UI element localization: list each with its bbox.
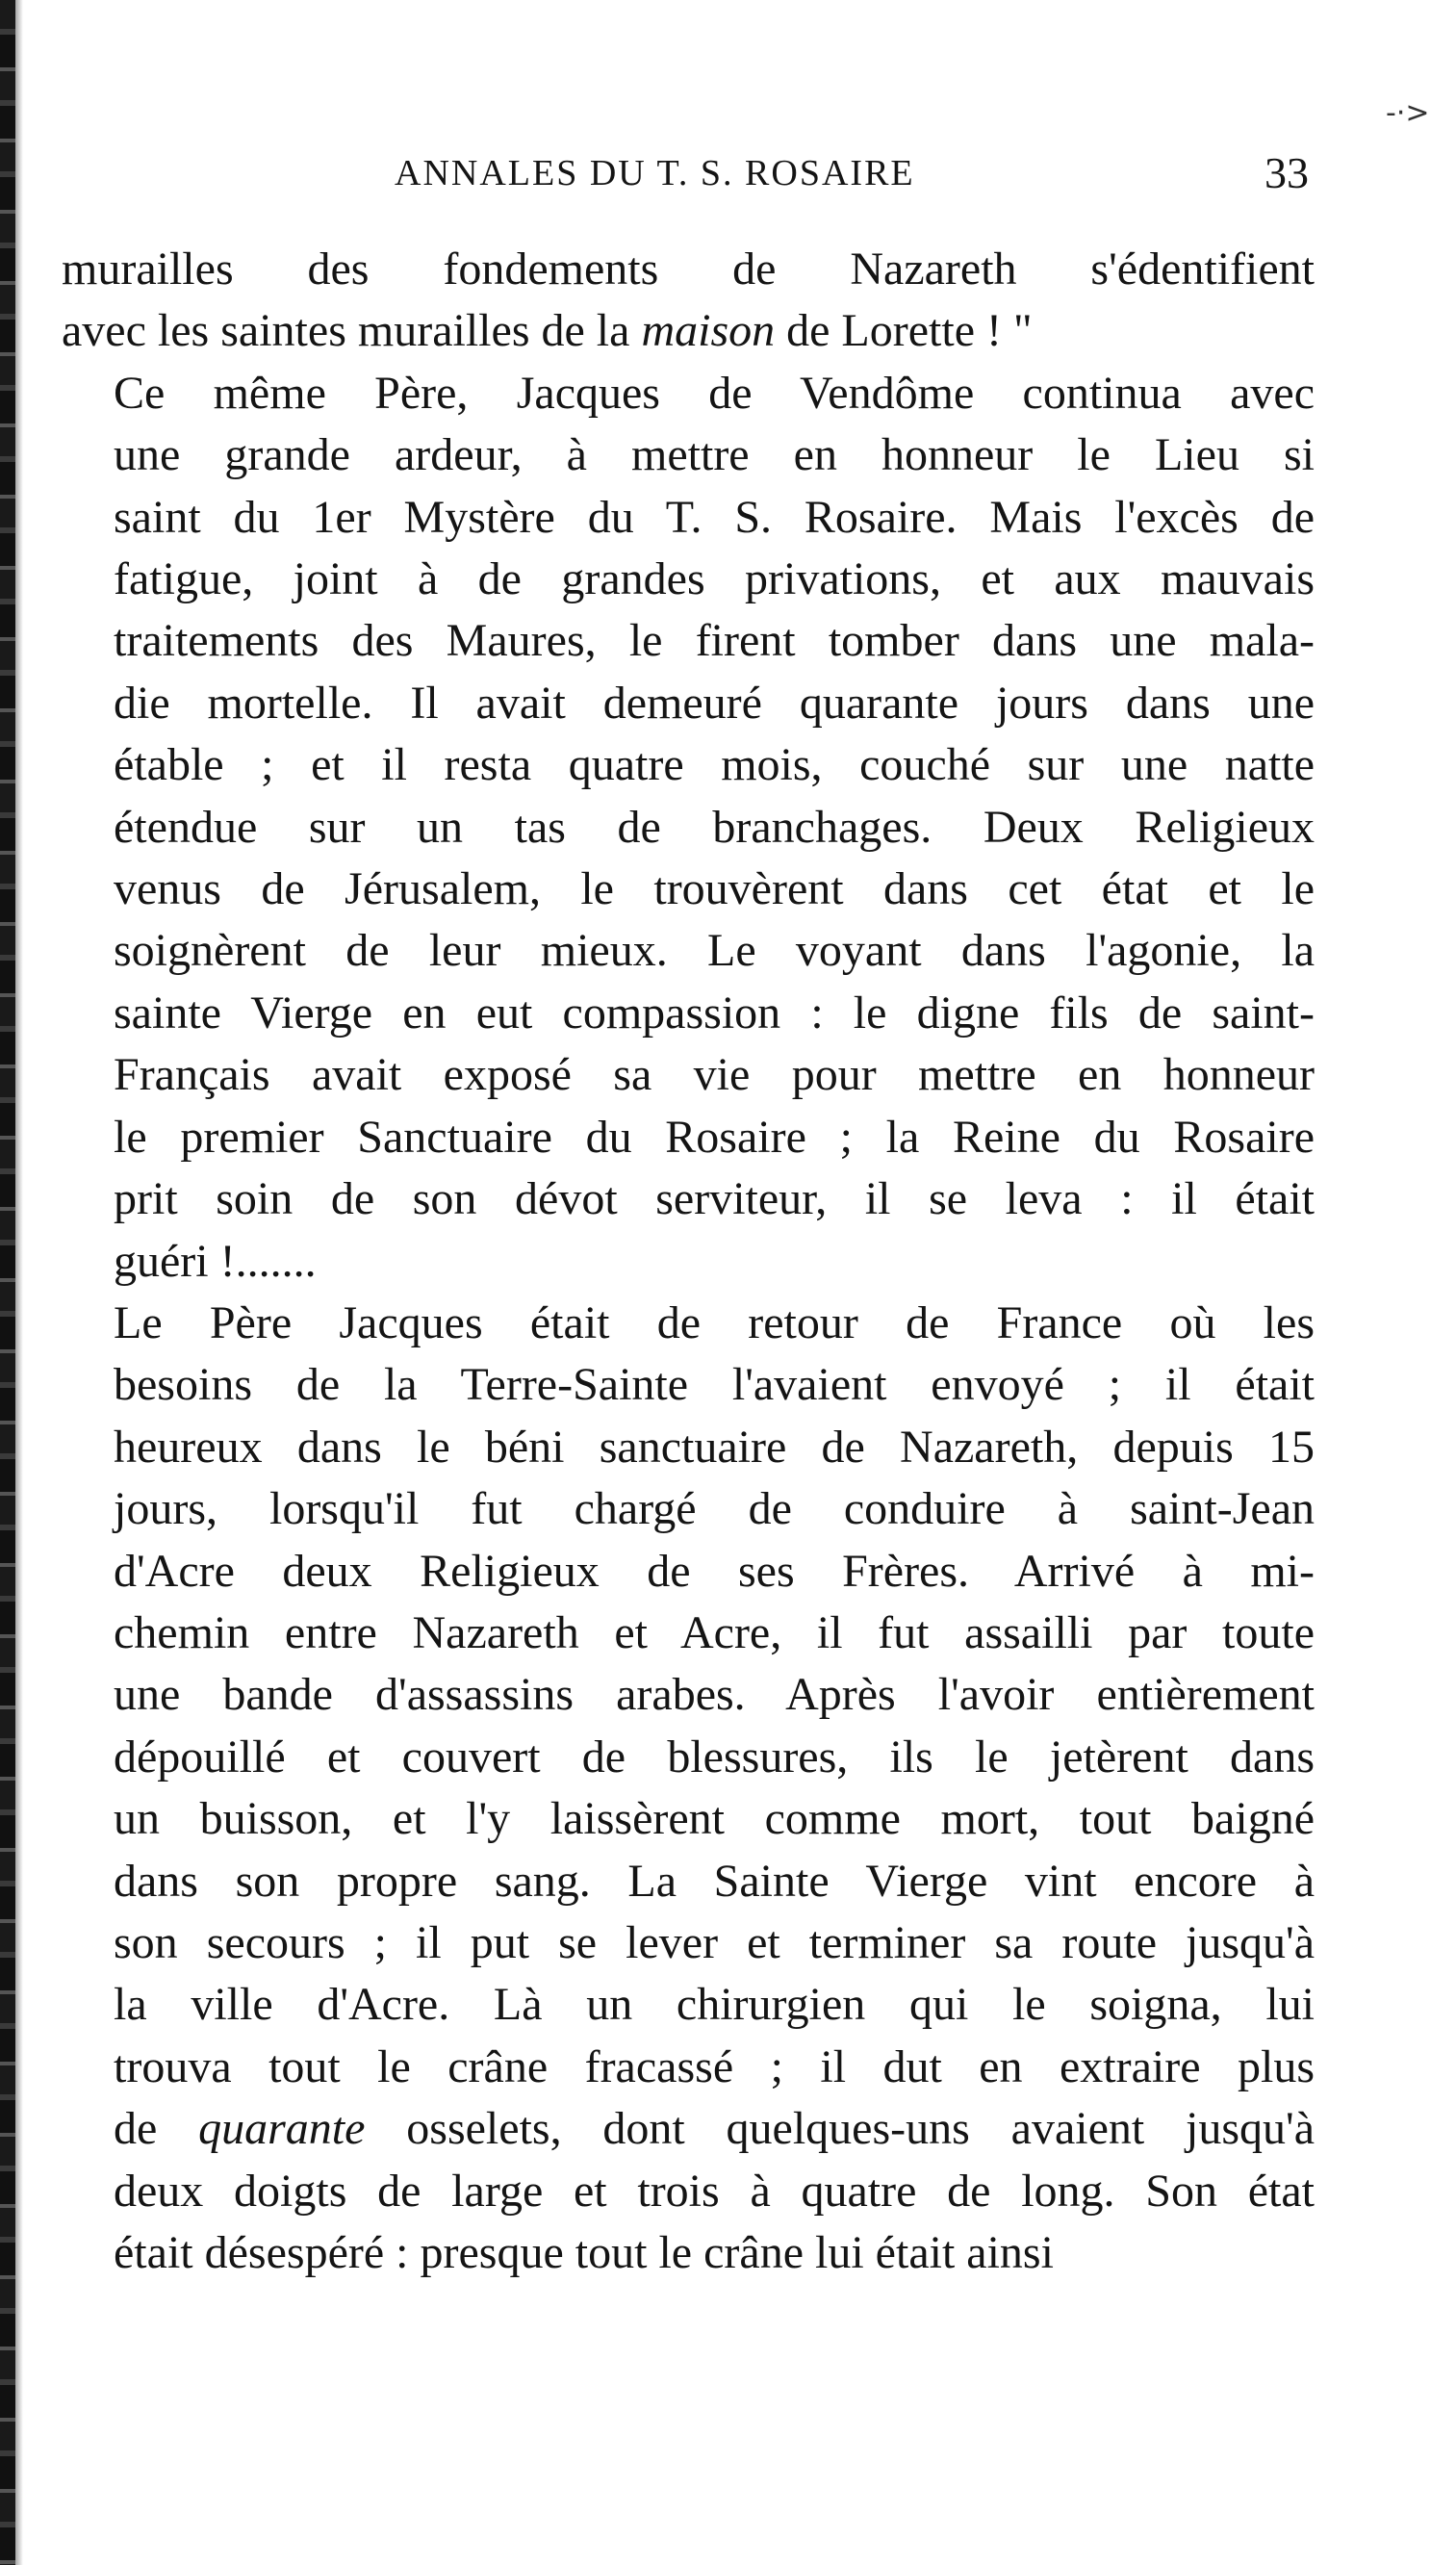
text-line: prit soin de son dévot serviteur, il se leva : il était xyxy=(114,1173,1315,1225)
text-line: son secours ; il put se lever et terminer sa route jusqu'à xyxy=(114,1916,1315,1968)
text-line: venus de Jérusalem, le trouvèrent dans cet état et le xyxy=(114,863,1315,915)
text-line: sainte Vierge en eut compassion : le digne fils de saint- xyxy=(114,987,1315,1039)
text-line: trouva tout le crâne fracassé ; il dut en extraire plus xyxy=(114,2040,1315,2092)
text-line: jours, lorsqu'il fut chargé de conduire à saint-Jean xyxy=(114,1483,1315,1535)
text-line: de quarante osselets, dont quelques-uns avaient jusqu'à xyxy=(114,2103,1316,2155)
ink-speck: -·> xyxy=(1386,96,1430,130)
text-line: le premier Sanctuaire du Rosaire ; la Reine du Rosaire xyxy=(114,1111,1315,1163)
binding-shadow xyxy=(15,0,23,2565)
paragraph xyxy=(62,363,1315,1293)
text-line: une grande ardeur, à mettre en honneur le Lieu si xyxy=(114,429,1315,481)
page-number: 33 xyxy=(1264,148,1309,197)
text-line: deux doigts de large et trois à quatre de long. Son état xyxy=(114,2165,1315,2217)
text-line: chemin entre Nazareth et Acre, il fut assailli par toute xyxy=(114,1606,1315,1658)
paragraph xyxy=(62,239,1315,363)
running-title: ANNALES DU T. S. ROSAIRE xyxy=(395,153,915,193)
text-line: heureux dans le béni sanctuaire de Nazareth, depuis 15 xyxy=(114,1421,1315,1473)
text-line: était désespéré : presque tout le crâne lui était ainsi xyxy=(114,2227,1054,2278)
text-line: étendue sur un tas de branchages. Deux Religieux xyxy=(114,801,1315,853)
text-line: Ce même Père, Jacques de Vendôme continua avec xyxy=(114,367,1315,419)
text-line: traitements des Maures, le firent tomber dans une mala- xyxy=(114,615,1315,667)
paragraph xyxy=(62,1293,1315,2285)
text-line: murailles des fondements de Nazareth s'édentifient xyxy=(62,244,1315,295)
text-line: d'Acre deux Religieux de ses Frères. Arrivé à mi- xyxy=(114,1545,1315,1597)
text-line: la ville d'Acre. Là un chirurgien qui le soigna, lui xyxy=(114,1979,1315,2031)
text-line: guéri !....... xyxy=(114,1235,317,1287)
text-line: Le Père Jacques était de retour de France où les xyxy=(114,1296,1315,1348)
text-line: die mortelle. Il avait demeuré quarante jours dans une xyxy=(114,677,1315,729)
text-line: besoins de la Terre-Sainte l'avaient envoyé ; il était xyxy=(114,1359,1315,1411)
text-line: dépouillé et couvert de blessures, ils le jetèrent dans xyxy=(114,1731,1315,1783)
text-line: avec les saintes murailles de la maison de Lorette ! " xyxy=(62,305,1033,357)
text-line: un buisson, et l'y laissèrent comme mort, tout baigné xyxy=(114,1793,1315,1845)
text-line: dans son propre sang. La Sainte Vierge vint encore à xyxy=(114,1855,1315,1907)
text-line: étable ; et il resta quatre mois, couché sur une natte xyxy=(114,739,1315,791)
text-line: fatigue, joint à de grandes privations, et aux mauvais xyxy=(114,553,1315,605)
page-binding-edge xyxy=(0,0,15,2565)
body-text xyxy=(62,239,1315,2284)
text-line: saint du 1er Mystère du T. S. Rosaire. Mais l'excès de xyxy=(114,491,1315,543)
text-line: Français avait exposé sa vie pour mettre en honneur xyxy=(114,1049,1315,1101)
page-header xyxy=(67,144,1309,202)
text-line: soignèrent de leur mieux. Le voyant dans l'agonie, la xyxy=(114,925,1315,977)
text-line: une bande d'assassins arabes. Après l'avoir entièrement xyxy=(114,1669,1315,1721)
